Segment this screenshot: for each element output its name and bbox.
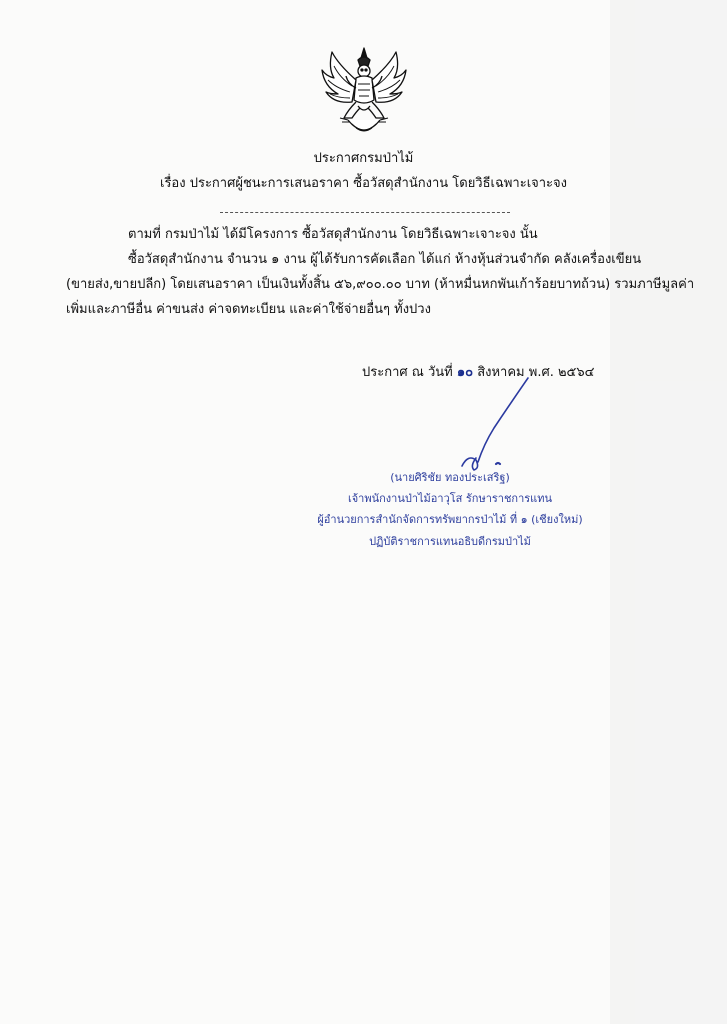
signatory-office: ผู้อำนวยการสำนักจัดการทรัพยากรป่าไม้ ที่ ๑ (เชียงใหม่): [317, 513, 583, 526]
signatory-name: (นายศิริชัย ทองประเสริฐ): [390, 471, 510, 484]
handwritten-signature: [440, 374, 550, 476]
divider: [220, 212, 510, 213]
date-day: ๑๐: [456, 365, 474, 380]
date-prefix: ประกาศ ณ วันที่: [362, 365, 453, 380]
body-line: ซื้อวัสดุสำนักงาน จำนวน ๑ งาน ผู้ได้รับการคัดเลือก ได้แก่ ห้างหุ้นส่วนจำกัด คลังเครื่องเขียน: [128, 252, 642, 267]
date-month-year: สิงหาคม พ.ศ. ๒๕๖๔: [477, 365, 595, 380]
announcement-heading: ประกาศกรมป่าไม้: [313, 151, 414, 166]
announcement-subject: เรื่อง ประกาศผู้ชนะการเสนอราคา ซื้อวัสดุสำนักงาน โดยวิธีเฉพาะเจาะจง: [160, 176, 567, 191]
signatory-position: เจ้าพนักงานป่าไม้อาวุโส รักษาราชการแทน: [347, 492, 553, 505]
signatory-acting: ปฏิบัติราชการแทนอธิบดีกรมป่าไม้: [369, 535, 531, 548]
body-line: (ขายส่ง,ขายปลีก) โดยเสนอราคา เป็นเงินทั้งสิ้น ๕๖,๙๐๐.๐๐ บาท (ห้าหมื่นหกพันเก้าร้อยบาทถ้วน) รวมภาษีมูลค่า: [66, 277, 695, 292]
body-line: ตามที่ กรมป่าไม้ ได้มีโครงการ ซื้อวัสดุสำนักงาน โดยวิธีเฉพาะเจาะจง นั้น: [128, 227, 538, 242]
garuda-emblem-icon: [318, 44, 410, 144]
body-line: เพิ่มและภาษีอื่น ค่าขนส่ง ค่าจดทะเบียน และค่าใช้จ่ายอื่นๆ ทั้งปวง: [66, 302, 431, 317]
